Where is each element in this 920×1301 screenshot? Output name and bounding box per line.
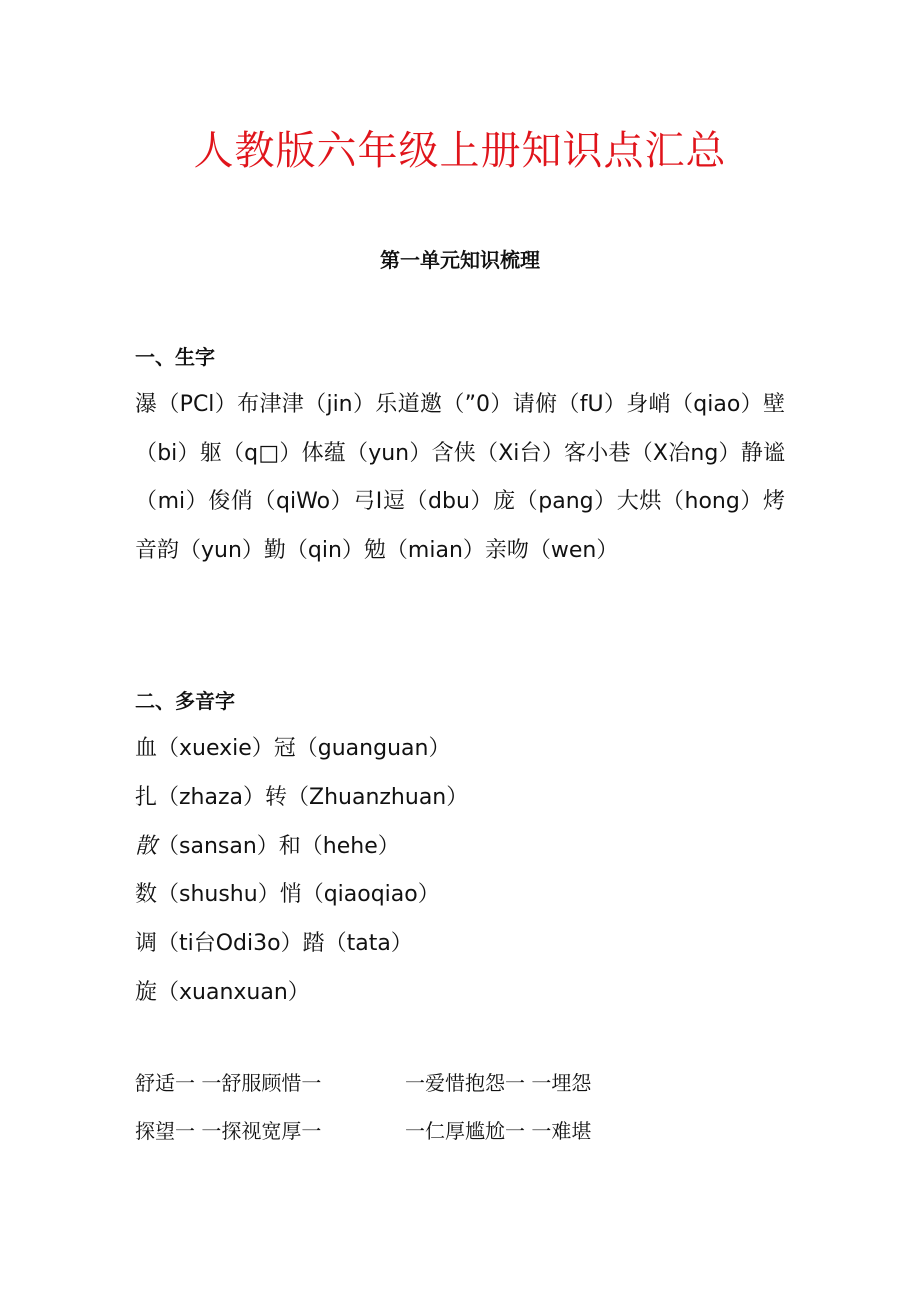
- polyphonic-line: [135, 880, 440, 910]
- polyphonic-text: 散: [135, 834, 158, 859]
- polyphonic-text: 血（xuexie）冠（guanguan）: [135, 736, 451, 761]
- polyphonic-line: [135, 783, 468, 813]
- polyphonic-line: [135, 929, 413, 959]
- word-pair-line: [135, 1069, 591, 1097]
- polyphonic-text: 调（ti台Odi3o）踏（tata）: [135, 931, 413, 956]
- polyphonic-text: 扎（zhaza）转（Zhuanzhuan）: [135, 785, 469, 810]
- page-title: 人教版六年级上册知识点汇总: [193, 128, 727, 174]
- section-heading-polyphonic: 二、多音字: [135, 689, 235, 713]
- word-pair-line: [135, 1117, 591, 1145]
- polyphonic-text: 数（shushu）悄（qiaoqiao）: [135, 882, 440, 907]
- polyphonic-text: （sansan）和（hehe）: [157, 834, 400, 859]
- word-pair-left: 探望一 一探视宽厚一: [135, 1119, 322, 1143]
- unit-title: 第一单元知识梳理: [380, 248, 540, 272]
- word-pair-right: 一爱惜抱怨一 一埋怨: [405, 1071, 592, 1095]
- polyphonic-line: [135, 978, 310, 1008]
- word-pair-right: 一仁厚尴尬一 一难堪: [405, 1119, 592, 1143]
- polyphonic-line: [135, 832, 400, 862]
- new-characters-paragraph: 瀑（PCl）布津津（jin）乐道邀（”0）请俯（fU）身峭（qiao）壁（bi）躯（q□）体蕴（yun）含侠（Xi台）客小巷（X冶ng）静谧（mi）俊俏（qiWo）弓I逗（dbu）庞（pang）大烘（hong）烤音韵（yun）勤（qin）勉（mian）亲吻（wen）: [135, 392, 785, 563]
- polyphonic-line: [135, 734, 450, 764]
- polyphonic-text: 旋（xuanxuan）: [135, 980, 310, 1005]
- section-heading-new-characters: 一、生字: [135, 345, 215, 369]
- word-pair-left: 舒适一 一舒服顾惜一: [135, 1071, 322, 1095]
